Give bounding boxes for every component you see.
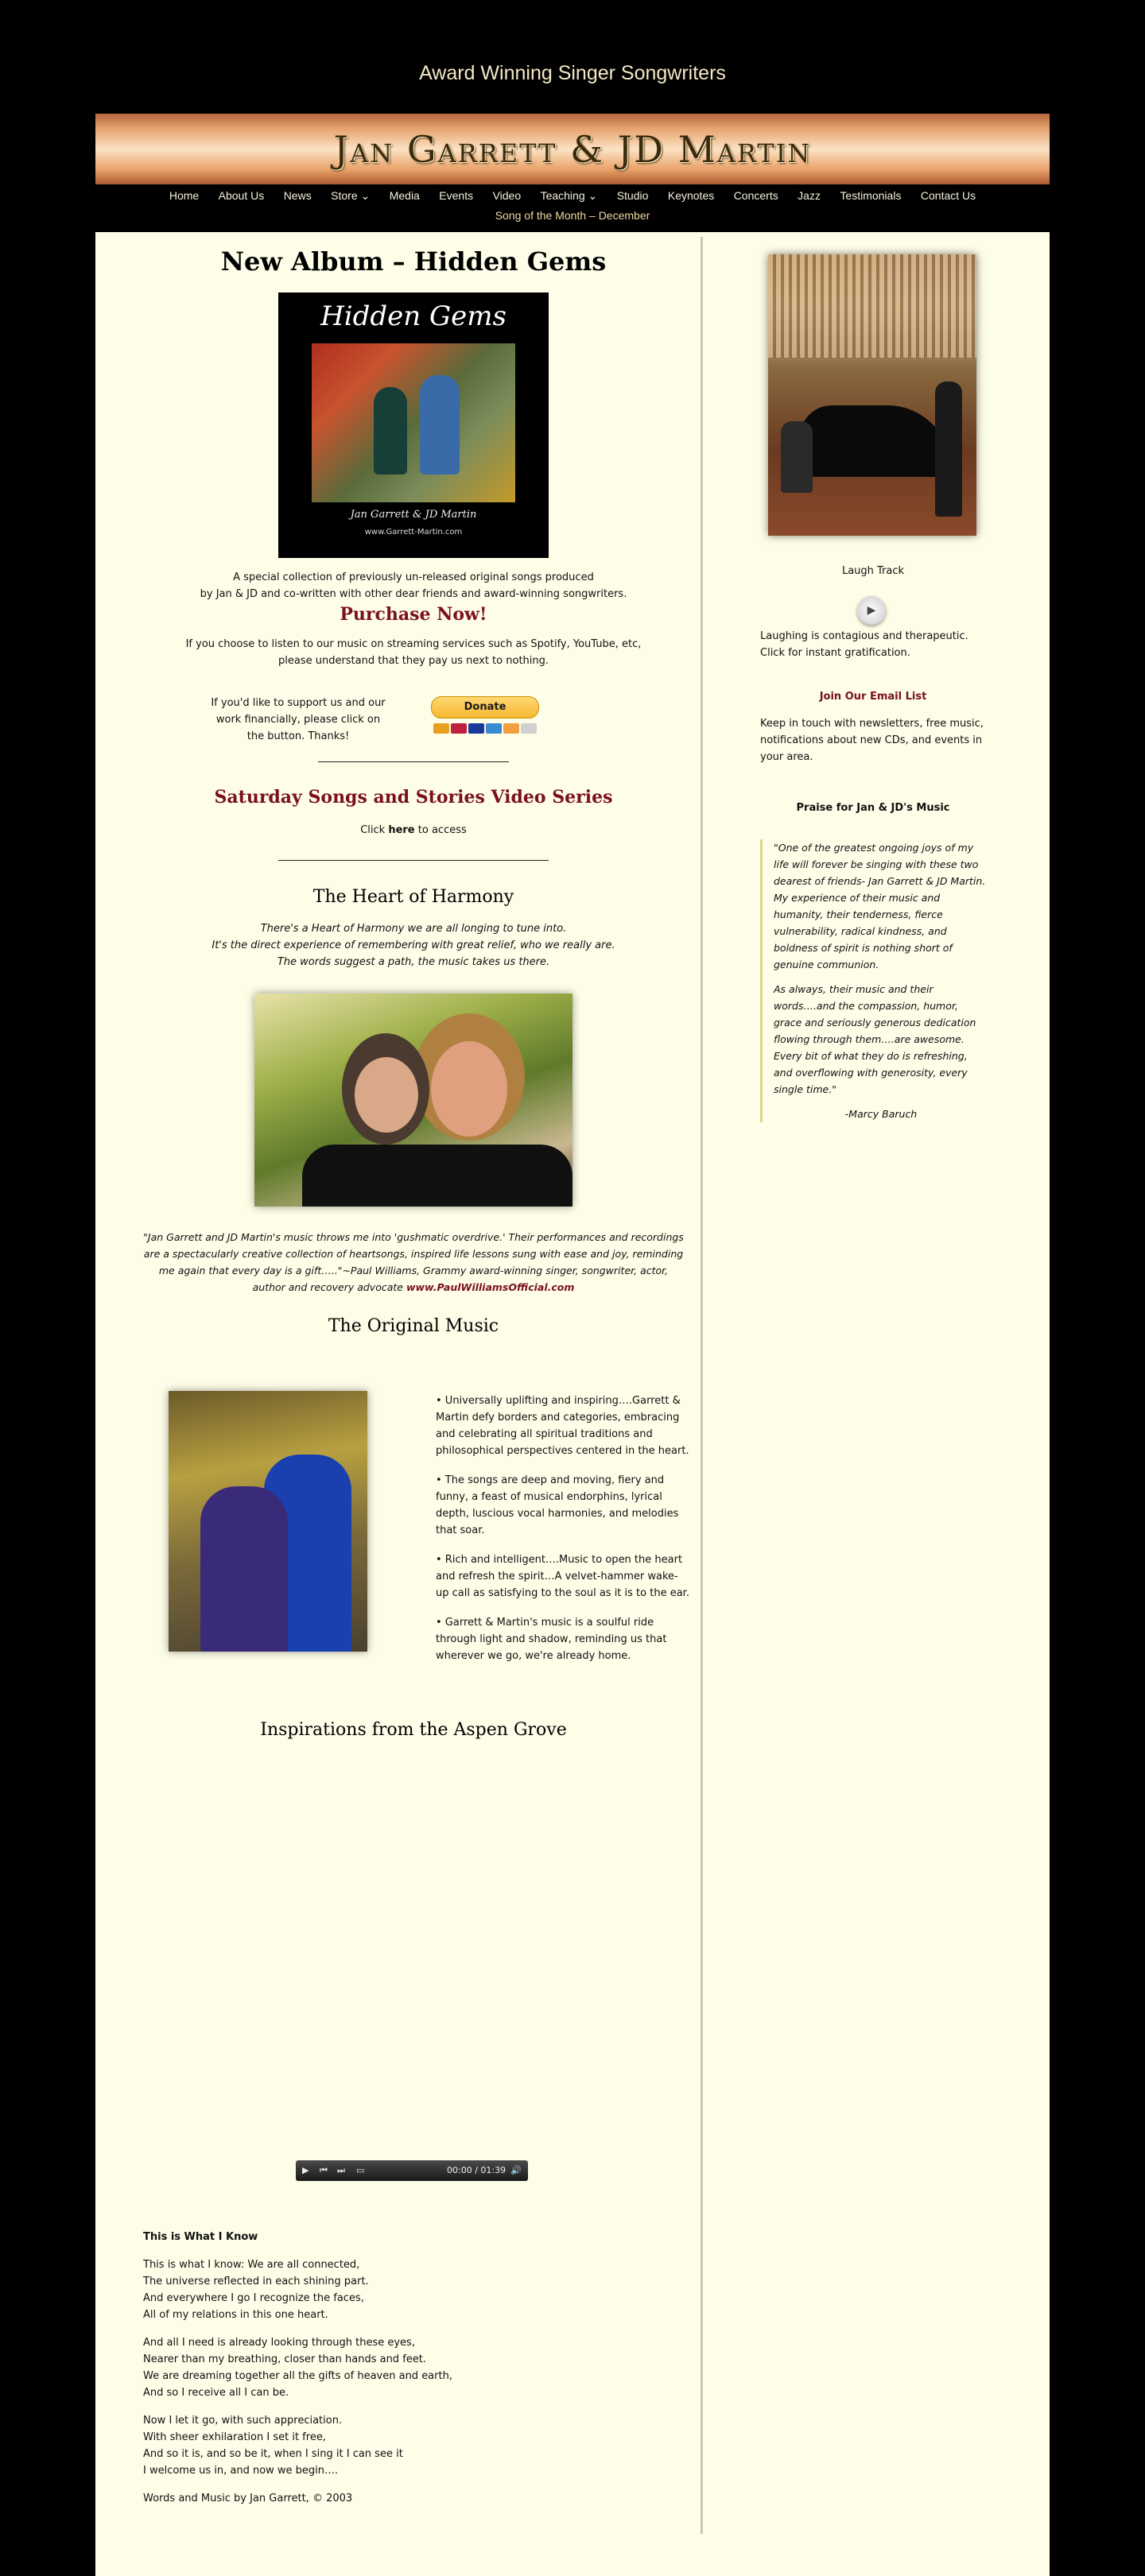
poem-line: We are dreaming together all the gifts of heaven and earth, — [143, 2370, 452, 2382]
poem-title: This is What I Know — [143, 2231, 258, 2243]
heart-of-harmony-text — [143, 920, 684, 970]
stream-line: please understand that they pay us next to nothing. — [278, 655, 549, 667]
saturday-series-access — [95, 822, 732, 839]
portrait-face-jan — [355, 1057, 418, 1133]
poem-line: And everywhere I go I recognize the faces, — [143, 2292, 364, 2304]
donate-widget — [429, 696, 541, 737]
poem-line: The universe reflected in each shining part. — [143, 2276, 369, 2287]
volume-icon[interactable]: 🔊 — [510, 2165, 522, 2175]
section-divider — [318, 761, 509, 762]
heart-line: There's a Heart of Harmony we are all longing to tune into. — [260, 923, 567, 935]
email-list-link[interactable]: Join Our Email List — [819, 691, 927, 703]
album-desc-line: by Jan & JD and co-written with other dear friends and award-winning songwriters. — [200, 588, 627, 600]
jan-jd-portrait-photo — [254, 994, 572, 1207]
nav-row — [95, 184, 1050, 203]
laugh-track-text: Laughing is contagious and therapeutic. Click for instant gratification. — [760, 630, 968, 659]
poem-line: This is what I know: We are all connected, — [143, 2259, 360, 2271]
nav-news[interactable]: News — [283, 189, 312, 202]
visa-icon — [468, 723, 484, 734]
bullet-item: • Garrett & Martin's music is a soulful ride through light and shadow, reminding us that wherever we go, we're already home. — [436, 1617, 667, 1662]
aspen-person-jan — [200, 1486, 288, 1652]
nav-media[interactable]: Media — [389, 189, 420, 202]
poem-line: Now I let it go, with such appreciation. — [143, 2415, 343, 2427]
nav-events[interactable]: Events — [439, 189, 474, 202]
paul-williams-link[interactable]: www.PaulWilliamsOfficial.com — [406, 1281, 575, 1293]
banner-title: Jan Garrett & JD Martin — [333, 128, 812, 171]
album-description — [143, 569, 684, 602]
nav-home[interactable]: Home — [169, 189, 200, 202]
poem-line: And so I receive all I can be. — [143, 2387, 289, 2399]
payment-cards — [429, 722, 541, 737]
heart-line: The words suggest a path, the music takes us there. — [277, 956, 550, 968]
stream-line: If you choose to listen to our music on streaming services such as Spotify, YouTube, etc, — [185, 638, 642, 650]
praise-quote — [760, 839, 988, 1122]
section-divider — [278, 860, 549, 861]
praise-title: Praise for Jan & JD's Music — [796, 802, 950, 814]
poem-line: Nearer than my breathing, closer than hands and feet. — [143, 2353, 426, 2365]
donate-button[interactable]: Donate — [431, 696, 539, 719]
rewind-icon[interactable]: ⏮ — [320, 2165, 328, 2175]
forward-icon[interactable]: ⏭ — [337, 2165, 345, 2175]
play-icon[interactable]: ▶ — [302, 2165, 309, 2175]
nav-video[interactable]: Video — [492, 189, 522, 202]
portrait-clothing — [302, 1145, 572, 1207]
nav-keynotes[interactable]: Keynotes — [667, 189, 715, 202]
nav-store[interactable]: Store ⌄ — [331, 189, 371, 202]
cover-title: Hidden Gems — [320, 300, 507, 332]
player-time: 00:00 / 01:39 — [447, 2165, 507, 2175]
poem-line: And all I need is already looking through these eyes, — [143, 2337, 415, 2349]
cover-url: www.Garrett-Martin.com — [364, 528, 463, 537]
album-cover-image[interactable] — [278, 292, 549, 558]
poem-credit: Words and Music by Jan Garrett, © 2003 — [143, 2493, 353, 2504]
grand-piano — [800, 405, 951, 477]
laugh-track-title: Laugh Track — [841, 565, 905, 577]
original-music-bullets — [436, 1393, 690, 1677]
quote-text: "Jan Garrett and JD Martin's music throws me into 'gushmatic overdrive.' Their performances and recordings are a spectacularly creative collection of heartsongs, inspired life lessons sung with ease and joy, reminding me again that every day is a gift….."~Paul Williams, Grammy award-winning singer, songwriter, actor, author and recovery advocate — [143, 1231, 684, 1293]
praise-paragraph: As always, their music and their words….and the compassion, humor, grace and seriously generous dedication flowing through them….are awesome. Every bit of what they do is refreshing, and overflowing with generosity, every single time." — [774, 983, 976, 1095]
laugh-track-play-button[interactable]: ▶ — [857, 596, 886, 625]
poem-stanza-3 — [143, 2412, 684, 2479]
nav-about-us[interactable]: About Us — [218, 189, 265, 202]
poem-line: With sheer exhilaration I set it free, — [143, 2431, 326, 2443]
heart-line: It's the direct experience of remembering with great relief, who we really are. — [212, 939, 615, 951]
amex-icon — [486, 723, 502, 734]
poem-line: And so it is, and so be it, when I sing it I can see it — [143, 2448, 403, 2460]
original-music-title: The Original Music — [328, 1316, 499, 1336]
column-divider — [701, 237, 703, 2534]
mastercard-icon — [433, 723, 449, 734]
nav-jazz[interactable]: Jazz — [798, 189, 821, 202]
nav-studio[interactable]: Studio — [616, 189, 649, 202]
site-banner[interactable] — [95, 114, 1050, 185]
saturday-series-title: Saturday Songs and Stories Video Series — [214, 787, 613, 808]
playlist-icon[interactable]: ▭ — [356, 2165, 365, 2175]
heart-of-harmony-title: The Heart of Harmony — [312, 887, 514, 907]
poem-line: All of my relations in this one heart. — [143, 2309, 328, 2321]
album-desc-line: A special collection of previously un-released original songs produced — [233, 571, 594, 583]
main-nav — [95, 184, 1050, 232]
jan-jd-aspen-photo — [169, 1391, 367, 1652]
email-list-text: Keep in touch with newsletters, free music, notifications about new CDs, and events in your area. — [760, 718, 984, 763]
aspen-grove-title: Inspirations from the Aspen Grove — [260, 1720, 567, 1740]
cover-person-jd — [420, 375, 460, 475]
nav-concerts[interactable]: Concerts — [733, 189, 778, 202]
saturday-here-link[interactable]: here — [388, 824, 415, 836]
cover-photo — [312, 343, 515, 502]
support-text: If you'd like to support us and our work financially, please click on the button. Thanks! — [211, 697, 386, 742]
nav-teaching[interactable]: Teaching ⌄ — [540, 189, 598, 202]
poem-stanza-2 — [143, 2334, 684, 2401]
discover-icon — [503, 723, 519, 734]
pianist-figure — [781, 421, 813, 493]
sat-suffix: to access — [414, 824, 467, 836]
sat-prefix: Click — [360, 824, 389, 836]
nav-testimonials[interactable]: Testimonials — [840, 189, 902, 202]
poem-stanza-1 — [143, 2256, 684, 2323]
bullet-item: • Universally uplifting and inspiring….Garrett & Martin defy borders and categories, embracing and celebrating all spiritual traditions and philosophical perspectives centered in the heart. — [436, 1395, 689, 1457]
maestro-icon — [451, 723, 467, 734]
audio-player[interactable] — [296, 2160, 528, 2181]
praise-attribution: -Marcy Baruch — [844, 1108, 918, 1120]
concert-hall-photo — [768, 254, 976, 536]
praise-paragraph: "One of the greatest ongoing joys of my life will forever be singing with these two dearest of friends- Jan Garrett & JD Martin. My experience of their music and humanity, their tenderness, fierce vulnerability, radical kindness, and boldness of spirit is nothing short of genuine communion. — [774, 842, 986, 970]
portrait-face-jd — [431, 1041, 507, 1137]
poem — [143, 2229, 684, 2518]
streaming-note — [143, 636, 684, 669]
nav-song-of-month[interactable]: Song of the Month – December — [495, 209, 650, 222]
cover-person-jan — [374, 387, 407, 475]
paul-williams-quote — [143, 1229, 684, 1296]
singer-figure — [935, 382, 962, 517]
nav-contact-us[interactable]: Contact Us — [920, 189, 976, 202]
bank-card-icon — [521, 723, 537, 734]
bullet-item: • Rich and intelligent….Music to open the heart and refresh the spirit…A velvet-hammer wake-up call as satisfying to the soul as it is to the ear. — [436, 1554, 689, 1599]
site-tagline: Award Winning Singer Songwriters — [419, 62, 726, 84]
cover-signature: Jan Garrett & JD Martin — [350, 509, 477, 521]
purchase-link[interactable]: Purchase Now! — [340, 604, 487, 625]
poem-line: I welcome us in, and now we begin…. — [143, 2465, 339, 2477]
organ-pipes — [768, 254, 976, 358]
bullet-item: • The songs are deep and moving, fiery and funny, a feast of musical endorphins, lyrical depth, luscious vocal harmonies, and melodies that soar. — [436, 1474, 679, 1536]
album-title: New Album – Hidden Gems — [220, 246, 607, 277]
